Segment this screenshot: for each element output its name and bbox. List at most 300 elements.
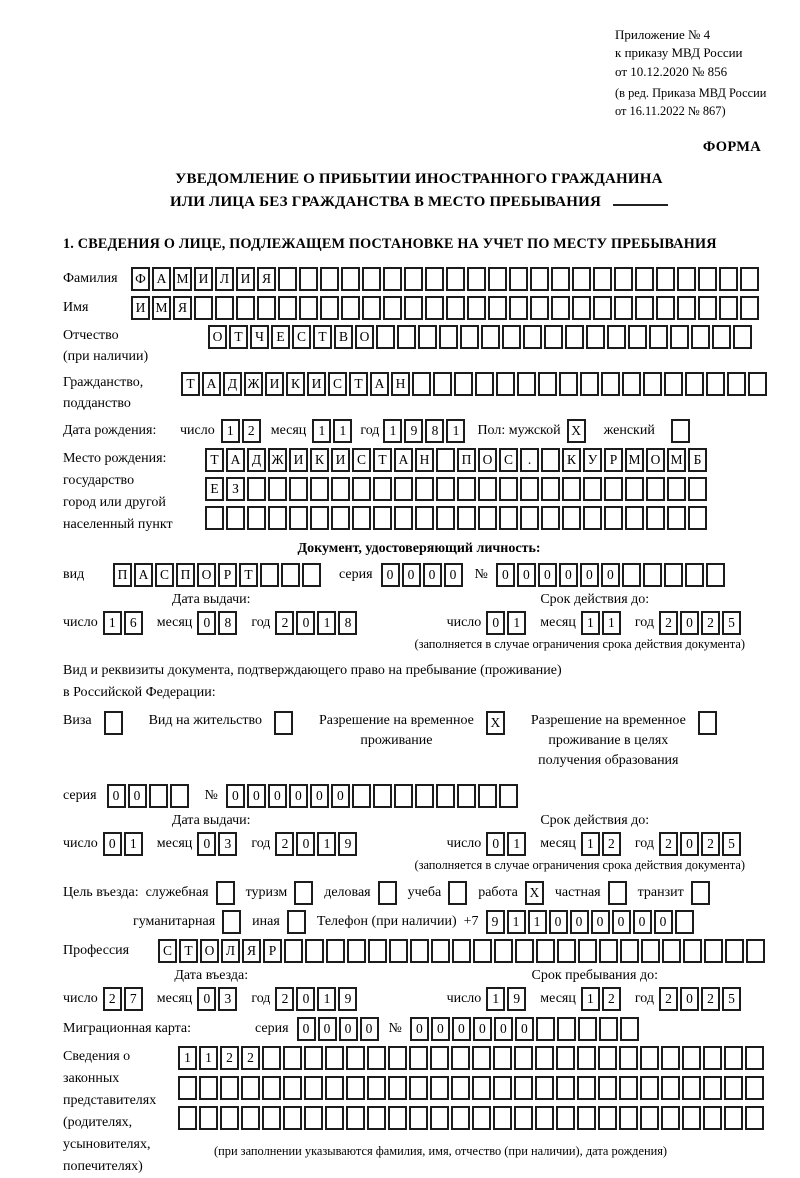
char-cell[interactable]: 1 xyxy=(581,987,600,1011)
char-cell[interactable]: П xyxy=(113,563,132,587)
char-cell[interactable] xyxy=(541,477,560,501)
char-cell[interactable]: 0 xyxy=(559,563,578,587)
char-cell[interactable] xyxy=(362,267,381,291)
char-cell[interactable] xyxy=(457,477,476,501)
char-cell[interactable] xyxy=(577,1076,596,1100)
char-cell[interactable]: М xyxy=(667,448,686,472)
char-cell[interactable] xyxy=(404,267,423,291)
char-cell[interactable]: 2 xyxy=(659,987,678,1011)
char-cell[interactable] xyxy=(656,267,675,291)
char-cell[interactable] xyxy=(430,1106,449,1130)
char-cell[interactable] xyxy=(614,267,633,291)
char-cell[interactable]: Н xyxy=(391,372,410,396)
char-cell[interactable] xyxy=(457,784,476,808)
char-cell[interactable] xyxy=(274,711,293,735)
char-cell[interactable] xyxy=(409,1106,428,1130)
char-cell[interactable]: 0 xyxy=(268,784,287,808)
char-cell[interactable] xyxy=(220,1106,239,1130)
char-cell[interactable] xyxy=(454,372,473,396)
char-cell[interactable] xyxy=(593,296,612,320)
char-cell[interactable]: Я xyxy=(242,939,261,963)
char-cell[interactable] xyxy=(388,1106,407,1130)
char-cell[interactable] xyxy=(719,267,738,291)
char-cell[interactable]: К xyxy=(310,448,329,472)
char-cell[interactable] xyxy=(222,910,241,934)
char-cell[interactable] xyxy=(667,506,686,530)
char-cell[interactable] xyxy=(268,506,287,530)
char-cell[interactable] xyxy=(499,506,518,530)
temp-residence-checkbox[interactable] xyxy=(486,711,507,735)
char-cell[interactable]: 2 xyxy=(659,832,678,856)
char-cell[interactable]: Т xyxy=(229,325,248,349)
char-cell[interactable] xyxy=(661,1046,680,1070)
char-cell[interactable] xyxy=(320,296,339,320)
char-cell[interactable]: 3 xyxy=(218,832,237,856)
char-cell[interactable] xyxy=(643,563,662,587)
char-cell[interactable]: Л xyxy=(221,939,240,963)
char-cell[interactable] xyxy=(478,506,497,530)
char-cell[interactable]: 1 xyxy=(178,1046,197,1070)
char-cell[interactable] xyxy=(418,325,437,349)
char-cell[interactable] xyxy=(446,267,465,291)
char-cell[interactable]: 9 xyxy=(338,832,357,856)
char-cell[interactable] xyxy=(535,1046,554,1070)
char-cell[interactable]: А xyxy=(370,372,389,396)
char-cell[interactable]: Т xyxy=(239,563,258,587)
char-cell[interactable]: 2 xyxy=(275,611,294,635)
char-cell[interactable] xyxy=(544,325,563,349)
char-cell[interactable]: 1 xyxy=(103,611,122,635)
char-cell[interactable]: А xyxy=(134,563,153,587)
char-cell[interactable] xyxy=(241,1106,260,1130)
char-cell[interactable] xyxy=(389,939,408,963)
char-cell[interactable] xyxy=(719,296,738,320)
char-cell[interactable]: 2 xyxy=(242,419,261,443)
phone-cells[interactable] xyxy=(486,910,696,934)
char-cell[interactable] xyxy=(520,477,539,501)
char-cell[interactable] xyxy=(373,506,392,530)
char-cell[interactable]: А xyxy=(152,267,171,291)
identity-series-cells[interactable] xyxy=(381,563,465,587)
char-cell[interactable]: П xyxy=(176,563,195,587)
char-cell[interactable] xyxy=(557,1017,576,1041)
stay-day-cells[interactable] xyxy=(486,987,528,1011)
char-cell[interactable] xyxy=(551,296,570,320)
char-cell[interactable] xyxy=(706,563,725,587)
char-cell[interactable]: Т xyxy=(313,325,332,349)
char-cell[interactable] xyxy=(383,296,402,320)
char-cell[interactable] xyxy=(310,506,329,530)
char-cell[interactable] xyxy=(502,325,521,349)
char-cell[interactable] xyxy=(448,881,467,905)
char-cell[interactable] xyxy=(556,1046,575,1070)
identity-issue-day-cells[interactable] xyxy=(103,611,145,635)
char-cell[interactable]: А xyxy=(394,448,413,472)
char-cell[interactable]: В xyxy=(334,325,353,349)
given-name-cells[interactable] xyxy=(131,296,761,320)
char-cell[interactable]: Е xyxy=(205,477,224,501)
char-cell[interactable]: 1 xyxy=(446,419,465,443)
char-cell[interactable]: 0 xyxy=(197,832,216,856)
char-cell[interactable] xyxy=(304,1076,323,1100)
char-cell[interactable] xyxy=(598,1046,617,1070)
residence-issue-year-cells[interactable] xyxy=(275,832,359,856)
char-cell[interactable] xyxy=(104,711,123,735)
char-cell[interactable] xyxy=(677,296,696,320)
char-cell[interactable] xyxy=(703,1076,722,1100)
char-cell[interactable]: 1 xyxy=(581,611,600,635)
char-cell[interactable] xyxy=(661,1106,680,1130)
char-cell[interactable] xyxy=(436,784,455,808)
char-cell[interactable]: Р xyxy=(218,563,237,587)
char-cell[interactable] xyxy=(551,267,570,291)
char-cell[interactable] xyxy=(685,372,704,396)
char-cell[interactable]: 0 xyxy=(580,563,599,587)
char-cell[interactable]: Ж xyxy=(244,372,263,396)
char-cell[interactable] xyxy=(712,325,731,349)
char-cell[interactable] xyxy=(740,267,759,291)
residence-validity-year-cells[interactable] xyxy=(659,832,743,856)
char-cell[interactable] xyxy=(578,1017,597,1041)
char-cell[interactable] xyxy=(304,1106,323,1130)
char-cell[interactable] xyxy=(661,1076,680,1100)
char-cell[interactable]: 2 xyxy=(602,832,621,856)
char-cell[interactable] xyxy=(373,477,392,501)
char-cell[interactable]: 0 xyxy=(431,1017,450,1041)
char-cell[interactable] xyxy=(620,1017,639,1041)
char-cell[interactable] xyxy=(289,506,308,530)
purpose-private-checkbox[interactable] xyxy=(608,881,629,905)
char-cell[interactable]: 6 xyxy=(124,611,143,635)
char-cell[interactable]: 2 xyxy=(701,832,720,856)
char-cell[interactable]: 2 xyxy=(701,987,720,1011)
char-cell[interactable] xyxy=(562,477,581,501)
char-cell[interactable] xyxy=(262,1076,281,1100)
purpose-humanitarian-checkbox[interactable] xyxy=(222,910,243,934)
char-cell[interactable] xyxy=(457,506,476,530)
char-cell[interactable] xyxy=(565,325,584,349)
char-cell[interactable]: 0 xyxy=(680,611,699,635)
char-cell[interactable] xyxy=(682,1076,701,1100)
char-cell[interactable]: О xyxy=(355,325,374,349)
char-cell[interactable] xyxy=(628,325,647,349)
char-cell[interactable] xyxy=(194,296,213,320)
char-cell[interactable] xyxy=(698,711,717,735)
char-cell[interactable]: X xyxy=(567,419,586,443)
char-cell[interactable]: Б xyxy=(688,448,707,472)
char-cell[interactable] xyxy=(247,477,266,501)
char-cell[interactable] xyxy=(289,477,308,501)
sex-male-checkbox[interactable] xyxy=(567,419,588,443)
char-cell[interactable]: И xyxy=(265,372,284,396)
char-cell[interactable] xyxy=(236,296,255,320)
char-cell[interactable]: Л xyxy=(215,267,234,291)
char-cell[interactable]: 0 xyxy=(197,987,216,1011)
birth-month-cells[interactable] xyxy=(312,419,354,443)
char-cell[interactable] xyxy=(347,939,366,963)
char-cell[interactable] xyxy=(287,910,306,934)
char-cell[interactable]: 0 xyxy=(226,784,245,808)
char-cell[interactable] xyxy=(478,477,497,501)
char-cell[interactable] xyxy=(538,372,557,396)
char-cell[interactable] xyxy=(409,1046,428,1070)
stay-year-cells[interactable] xyxy=(659,987,743,1011)
char-cell[interactable]: С xyxy=(328,372,347,396)
char-cell[interactable] xyxy=(436,506,455,530)
char-cell[interactable] xyxy=(430,1046,449,1070)
char-cell[interactable]: 0 xyxy=(444,563,463,587)
char-cell[interactable] xyxy=(593,267,612,291)
char-cell[interactable] xyxy=(467,267,486,291)
char-cell[interactable]: 2 xyxy=(103,987,122,1011)
identity-issue-month-cells[interactable] xyxy=(197,611,239,635)
representatives-cells-row3[interactable] xyxy=(178,1106,766,1130)
char-cell[interactable]: 0 xyxy=(128,784,147,808)
char-cell[interactable] xyxy=(475,372,494,396)
char-cell[interactable] xyxy=(556,1076,575,1100)
char-cell[interactable]: 0 xyxy=(381,563,400,587)
char-cell[interactable] xyxy=(635,296,654,320)
char-cell[interactable] xyxy=(394,784,413,808)
char-cell[interactable] xyxy=(352,506,371,530)
char-cell[interactable]: 1 xyxy=(602,611,621,635)
patronymic-cells[interactable] xyxy=(208,325,754,349)
char-cell[interactable] xyxy=(745,1076,764,1100)
char-cell[interactable] xyxy=(727,372,746,396)
char-cell[interactable] xyxy=(431,939,450,963)
purpose-tourism-checkbox[interactable] xyxy=(294,881,315,905)
char-cell[interactable] xyxy=(241,1076,260,1100)
char-cell[interactable] xyxy=(514,1046,533,1070)
char-cell[interactable] xyxy=(559,372,578,396)
residence-validity-month-cells[interactable] xyxy=(581,832,623,856)
char-cell[interactable] xyxy=(530,267,549,291)
char-cell[interactable]: С xyxy=(292,325,311,349)
char-cell[interactable] xyxy=(646,477,665,501)
char-cell[interactable]: О xyxy=(646,448,665,472)
char-cell[interactable] xyxy=(541,506,560,530)
char-cell[interactable]: О xyxy=(208,325,227,349)
char-cell[interactable]: 0 xyxy=(680,987,699,1011)
char-cell[interactable] xyxy=(530,296,549,320)
char-cell[interactable] xyxy=(619,1046,638,1070)
char-cell[interactable] xyxy=(671,419,690,443)
char-cell[interactable] xyxy=(415,784,434,808)
purpose-commercial-checkbox[interactable] xyxy=(378,881,399,905)
char-cell[interactable]: 0 xyxy=(297,1017,316,1041)
char-cell[interactable] xyxy=(281,563,300,587)
char-cell[interactable] xyxy=(640,1106,659,1130)
migration-number-cells[interactable] xyxy=(410,1017,641,1041)
char-cell[interactable] xyxy=(310,477,329,501)
char-cell[interactable] xyxy=(178,1076,197,1100)
char-cell[interactable]: 2 xyxy=(275,987,294,1011)
char-cell[interactable]: 2 xyxy=(275,832,294,856)
char-cell[interactable] xyxy=(640,1076,659,1100)
char-cell[interactable] xyxy=(325,1106,344,1130)
char-cell[interactable] xyxy=(378,881,397,905)
char-cell[interactable]: О xyxy=(197,563,216,587)
char-cell[interactable] xyxy=(446,296,465,320)
entry-year-cells[interactable] xyxy=(275,987,359,1011)
char-cell[interactable]: Т xyxy=(373,448,392,472)
char-cell[interactable]: Р xyxy=(263,939,282,963)
char-cell[interactable]: 0 xyxy=(654,910,673,934)
birth-place-cells-row2[interactable] xyxy=(205,477,709,501)
char-cell[interactable]: 9 xyxy=(486,910,505,934)
residence-permit-checkbox[interactable] xyxy=(274,711,295,735)
char-cell[interactable] xyxy=(583,506,602,530)
char-cell[interactable] xyxy=(383,267,402,291)
char-cell[interactable]: З xyxy=(226,477,245,501)
char-cell[interactable] xyxy=(488,296,507,320)
char-cell[interactable] xyxy=(667,477,686,501)
char-cell[interactable] xyxy=(452,939,471,963)
char-cell[interactable]: Р xyxy=(604,448,623,472)
identity-issue-year-cells[interactable] xyxy=(275,611,359,635)
char-cell[interactable] xyxy=(724,1046,743,1070)
char-cell[interactable] xyxy=(367,1106,386,1130)
char-cell[interactable]: 0 xyxy=(296,987,315,1011)
char-cell[interactable] xyxy=(493,1076,512,1100)
identity-validity-year-cells[interactable] xyxy=(659,611,743,635)
char-cell[interactable] xyxy=(493,1106,512,1130)
char-cell[interactable]: 0 xyxy=(452,1017,471,1041)
char-cell[interactable]: 1 xyxy=(507,611,526,635)
char-cell[interactable] xyxy=(535,1106,554,1130)
char-cell[interactable] xyxy=(601,372,620,396)
char-cell[interactable] xyxy=(216,881,235,905)
char-cell[interactable]: Д xyxy=(247,448,266,472)
char-cell[interactable]: 0 xyxy=(633,910,652,934)
char-cell[interactable] xyxy=(620,939,639,963)
sex-female-checkbox[interactable] xyxy=(671,419,692,443)
char-cell[interactable]: Т xyxy=(181,372,200,396)
char-cell[interactable]: С xyxy=(155,563,174,587)
birth-day-cells[interactable] xyxy=(221,419,263,443)
char-cell[interactable] xyxy=(341,296,360,320)
char-cell[interactable] xyxy=(493,1046,512,1070)
char-cell[interactable] xyxy=(284,939,303,963)
char-cell[interactable]: 0 xyxy=(410,1017,429,1041)
char-cell[interactable] xyxy=(556,1106,575,1130)
char-cell[interactable]: И xyxy=(194,267,213,291)
char-cell[interactable] xyxy=(283,1106,302,1130)
char-cell[interactable]: 1 xyxy=(124,832,143,856)
char-cell[interactable] xyxy=(278,296,297,320)
char-cell[interactable]: X xyxy=(486,711,505,735)
char-cell[interactable]: Ж xyxy=(268,448,287,472)
char-cell[interactable]: М xyxy=(173,267,192,291)
char-cell[interactable] xyxy=(704,939,723,963)
char-cell[interactable]: 0 xyxy=(517,563,536,587)
char-cell[interactable] xyxy=(675,910,694,934)
char-cell[interactable] xyxy=(478,784,497,808)
char-cell[interactable] xyxy=(199,1076,218,1100)
char-cell[interactable]: 2 xyxy=(602,987,621,1011)
char-cell[interactable] xyxy=(577,1106,596,1130)
char-cell[interactable] xyxy=(373,784,392,808)
char-cell[interactable] xyxy=(170,784,189,808)
char-cell[interactable] xyxy=(409,1076,428,1100)
char-cell[interactable] xyxy=(698,296,717,320)
char-cell[interactable] xyxy=(619,1076,638,1100)
residence-number-cells[interactable] xyxy=(226,784,520,808)
char-cell[interactable]: 1 xyxy=(312,419,331,443)
char-cell[interactable] xyxy=(517,372,536,396)
identity-validity-month-cells[interactable] xyxy=(581,611,623,635)
char-cell[interactable] xyxy=(664,372,683,396)
char-cell[interactable] xyxy=(607,325,626,349)
char-cell[interactable]: 1 xyxy=(528,910,547,934)
char-cell[interactable]: 0 xyxy=(473,1017,492,1041)
char-cell[interactable] xyxy=(149,784,168,808)
char-cell[interactable]: 9 xyxy=(338,987,357,1011)
char-cell[interactable] xyxy=(541,448,560,472)
char-cell[interactable] xyxy=(376,325,395,349)
visa-checkbox[interactable] xyxy=(104,711,125,735)
char-cell[interactable] xyxy=(205,506,224,530)
char-cell[interactable] xyxy=(509,267,528,291)
char-cell[interactable] xyxy=(388,1046,407,1070)
char-cell[interactable] xyxy=(325,1076,344,1100)
char-cell[interactable]: О xyxy=(200,939,219,963)
char-cell[interactable] xyxy=(635,267,654,291)
char-cell[interactable] xyxy=(472,1076,491,1100)
char-cell[interactable] xyxy=(580,372,599,396)
char-cell[interactable]: А xyxy=(226,448,245,472)
char-cell[interactable]: С xyxy=(499,448,518,472)
char-cell[interactable] xyxy=(622,372,641,396)
birth-place-cells-row1[interactable] xyxy=(205,448,709,472)
char-cell[interactable]: 1 xyxy=(581,832,600,856)
char-cell[interactable] xyxy=(677,267,696,291)
purpose-business-checkbox[interactable] xyxy=(216,881,237,905)
char-cell[interactable] xyxy=(262,1046,281,1070)
char-cell[interactable]: К xyxy=(286,372,305,396)
residence-validity-day-cells[interactable] xyxy=(486,832,528,856)
char-cell[interactable] xyxy=(577,1046,596,1070)
char-cell[interactable] xyxy=(662,939,681,963)
birth-place-cells-row3[interactable] xyxy=(205,506,709,530)
char-cell[interactable] xyxy=(646,506,665,530)
char-cell[interactable] xyxy=(283,1076,302,1100)
char-cell[interactable]: К xyxy=(562,448,581,472)
char-cell[interactable] xyxy=(604,477,623,501)
residence-series-cells[interactable] xyxy=(107,784,191,808)
char-cell[interactable]: М xyxy=(625,448,644,472)
char-cell[interactable] xyxy=(481,325,500,349)
char-cell[interactable] xyxy=(430,1076,449,1100)
char-cell[interactable] xyxy=(685,563,704,587)
char-cell[interactable] xyxy=(346,1106,365,1130)
char-cell[interactable] xyxy=(745,1046,764,1070)
char-cell[interactable] xyxy=(451,1106,470,1130)
char-cell[interactable]: 0 xyxy=(107,784,126,808)
char-cell[interactable] xyxy=(433,372,452,396)
char-cell[interactable] xyxy=(341,267,360,291)
char-cell[interactable] xyxy=(578,939,597,963)
char-cell[interactable]: 0 xyxy=(247,784,266,808)
char-cell[interactable] xyxy=(397,325,416,349)
char-cell[interactable] xyxy=(520,506,539,530)
char-cell[interactable] xyxy=(331,506,350,530)
char-cell[interactable] xyxy=(415,506,434,530)
char-cell[interactable] xyxy=(599,939,618,963)
char-cell[interactable] xyxy=(412,372,431,396)
char-cell[interactable] xyxy=(598,1106,617,1130)
char-cell[interactable] xyxy=(535,1076,554,1100)
